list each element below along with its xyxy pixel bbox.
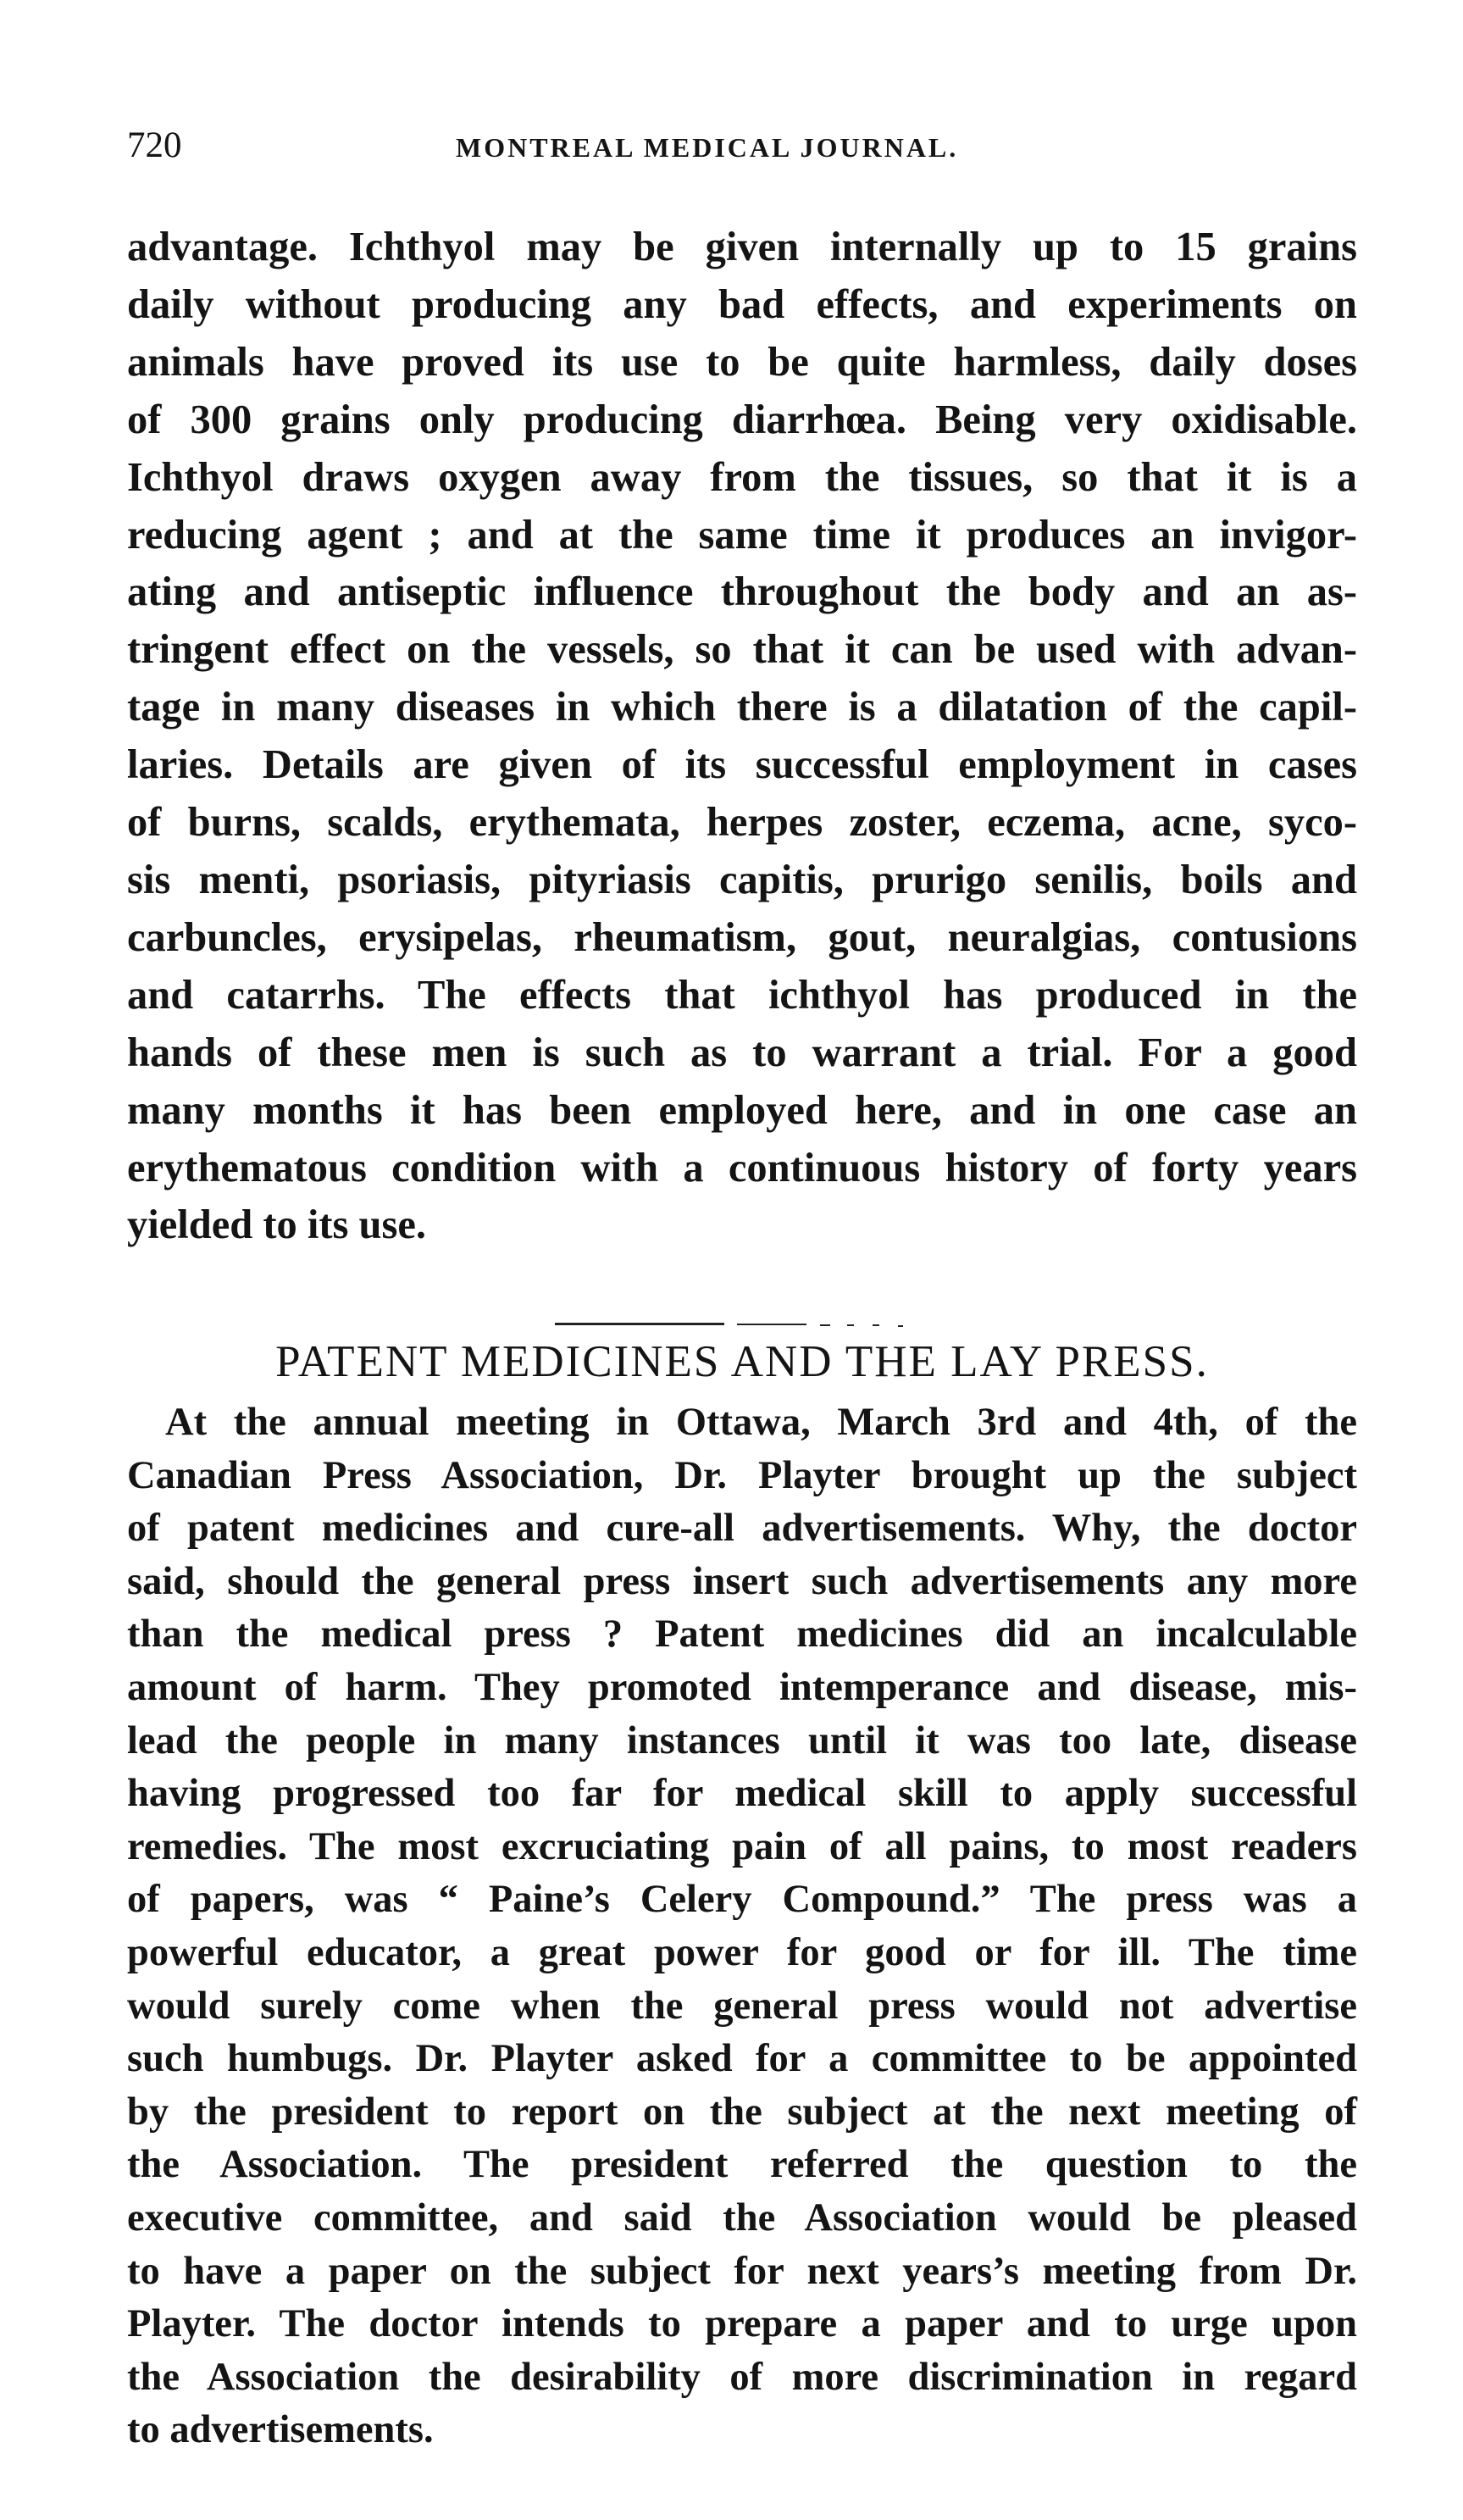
text-line: reducing agent ; and at the same time it produces an invigor- [127, 512, 1357, 558]
text-line: the Association the desirability of more discrimination in regard [127, 2355, 1357, 2399]
text-line: by the president to report on the subject at the next meeting of [127, 2090, 1357, 2134]
text-line: said, should the general press insert such advertisements any more [127, 1559, 1357, 1603]
text-line: amount of harm. They promoted intemperance and disease, mis- [127, 1665, 1357, 1709]
text-line: remedies. The most excruciating pain of all pains, to most readers [127, 1824, 1357, 1868]
text-line: would surely come when the general press would not advertise [127, 1984, 1357, 2028]
paragraph-ichthyol [127, 219, 1357, 1254]
text-line: hands of these men is such as to warrant a trial. For a good [127, 1030, 1357, 1075]
text-line: such humbugs. Dr. Playter asked for a committee to be appointed [127, 2037, 1357, 2081]
divider-rule [555, 1323, 724, 1325]
text-line: Canadian Press Association, Dr. Playter brought up the subject [127, 1453, 1357, 1497]
text-line: tage in many diseases in which there is a dilatation of the capil- [127, 685, 1357, 730]
text-line: At the annual meeting in Ottawa, March 3rd and 4th, of the [165, 1401, 1357, 1444]
text-line: of patent medicines and cure-all advertisements. Why, the doctor [127, 1507, 1357, 1551]
text-line: Ichthyol draws oxygen away from the tissues, so that it is a [127, 454, 1357, 500]
section-heading: PATENT MEDICINES AND THE LAY PRESS. [275, 1337, 1209, 1386]
text-line: of papers, was “ Paine’s Celery Compound.” The press was a [127, 1878, 1357, 1922]
text-line: carbuncles, erysipelas, rheumatism, gout, neuralgias, contusions [127, 914, 1357, 960]
text-line: daily without producing any bad effects, and experiments on [127, 281, 1357, 327]
divider-rule [847, 1324, 854, 1326]
text-line: ating and antiseptic influence throughout the body and an as- [127, 569, 1357, 615]
text-line: to have a paper on the subject for next years’s meeting from Dr. [127, 2249, 1357, 2293]
text-line: than the medical press ? Patent medicines did an incalculable [127, 1612, 1357, 1657]
text-line: advantage. Ichthyol may be given internally up to 15 grains [127, 225, 1357, 269]
divider-rule [737, 1324, 806, 1325]
journal-title: MONTREAL MEDICAL JOURNAL. [456, 132, 959, 163]
divider-rule [820, 1324, 830, 1326]
text-line: animals have proved its use to be quite harmless, daily doses [127, 339, 1357, 385]
text-line: tringent effect on the vessels, so that it can be used with advan- [127, 627, 1357, 673]
text-line: having progressed too far for medical skill to apply successful [127, 1772, 1357, 1816]
text-line: many months it has been employed here, and in one case an [127, 1087, 1357, 1133]
text-line: the Association. The president referred the question to the [127, 2143, 1357, 2187]
text-line: and catarrhs. The effects that ichthyol has produced in the [127, 972, 1357, 1018]
page-number: 720 [127, 125, 182, 165]
text-line: yielded to its use. [127, 1202, 426, 1248]
text-line: Playter. The doctor intends to prepare a paper and to urge upon [127, 2302, 1357, 2346]
divider-rule [873, 1324, 879, 1326]
running-head [127, 120, 1330, 171]
text-line: of burns, scalds, erythemata, herpes zoster, eczema, acne, syco- [127, 800, 1357, 846]
text-line: of 300 grains only producing diarrhœa. Being very oxidisable. [127, 397, 1357, 442]
text-line: laries. Details are given of its successful employment in cases [127, 742, 1357, 788]
divider-rule [898, 1325, 903, 1327]
text-line: sis menti, psoriasis, pityriasis capitis, prurigo senilis, boils and [127, 857, 1357, 902]
text-line: lead the people in many instances until it was too late, disease [127, 1718, 1357, 1762]
text-line: executive committee, and said the Association would be pleased [127, 2195, 1357, 2240]
paragraph-patent-medicines [127, 1396, 1357, 2457]
text-line: to advertisements. [127, 2408, 434, 2452]
text-line: powerful educator, a great power for good or for ill. The time [127, 1930, 1357, 1974]
text-line: erythematous condition with a continuous history of forty years [127, 1145, 1357, 1191]
